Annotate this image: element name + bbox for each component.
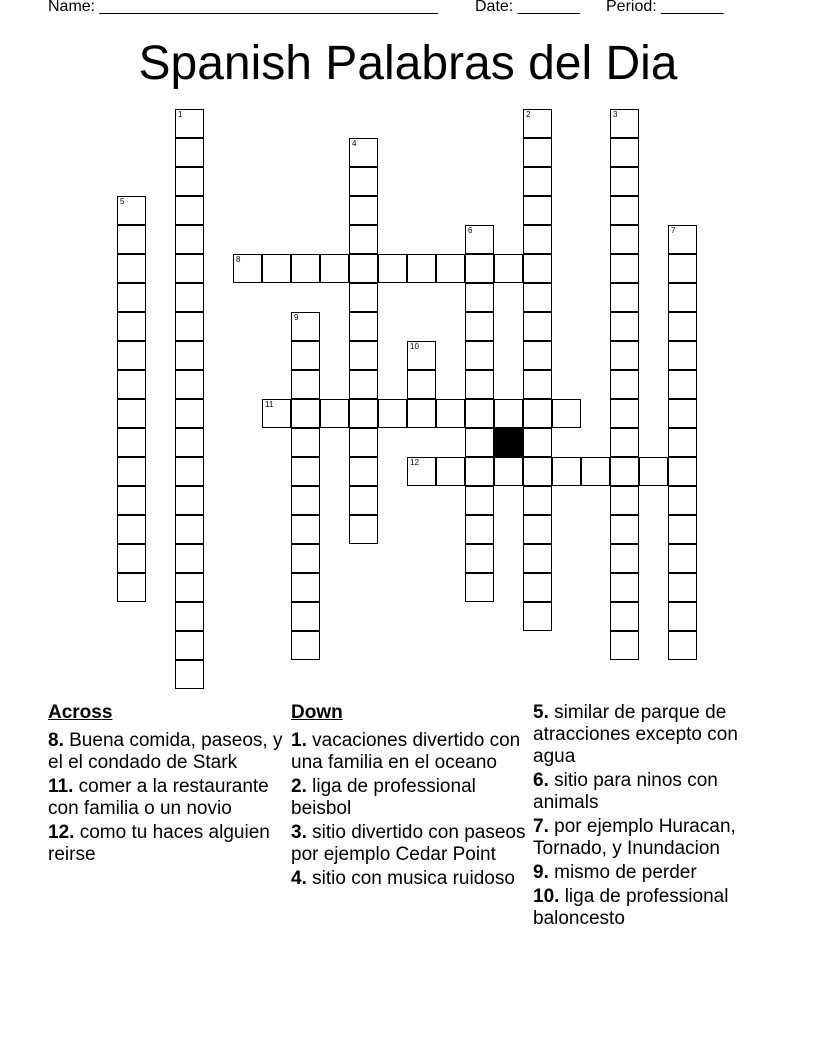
crossword-cell[interactable] [668,428,697,457]
crossword-cell[interactable] [407,341,436,370]
crossword-cell[interactable] [117,312,146,341]
crossword-cell[interactable] [523,109,552,138]
crossword-cell[interactable] [465,457,494,486]
crossword-cell[interactable] [523,544,552,573]
crossword-cell[interactable] [117,370,146,399]
clue-number-label: 3 [613,110,618,119]
crossword-cell[interactable] [465,341,494,370]
black-cell [494,428,523,457]
crossword-cell[interactable] [494,254,523,283]
clue-number: 3. [291,822,307,843]
crossword-cell[interactable] [668,370,697,399]
clue-text: como tu haces alguien reirse [48,822,270,865]
clue-across-11 [48,776,288,820]
crossword-cell[interactable] [610,602,639,631]
across-heading: Across [48,702,113,723]
clue-text: Buena comida, paseos, y el el condado de Stark [48,730,283,773]
crossword-cell[interactable] [117,196,146,225]
crossword-cell[interactable] [291,370,320,399]
crossword-cell[interactable] [465,486,494,515]
crossword-cell[interactable] [668,573,697,602]
crossword-cell[interactable] [349,370,378,399]
clue-number-label: 9 [294,313,299,322]
clue-number-label: 4 [352,139,357,148]
crossword-cell[interactable] [465,544,494,573]
crossword-cell[interactable] [117,399,146,428]
down-heading: Down [291,702,343,723]
clue-text: mismo de perder [548,862,697,883]
crossword-cell[interactable] [523,602,552,631]
across-clues [48,702,288,866]
crossword-cell[interactable] [349,254,378,283]
crossword-cell[interactable] [291,573,320,602]
crossword-cell[interactable] [349,225,378,254]
crossword-cell[interactable] [175,341,204,370]
crossword-cell[interactable] [175,312,204,341]
crossword-cell[interactable] [465,254,494,283]
clue-number: 5. [533,702,549,723]
crossword-cell[interactable] [349,283,378,312]
crossword-cell[interactable] [552,457,581,486]
crossword-cell[interactable] [175,254,204,283]
clue-number: 7. [533,816,549,837]
crossword-cell[interactable] [117,428,146,457]
crossword-cell[interactable] [175,515,204,544]
crossword-cell[interactable] [175,602,204,631]
crossword-cell[interactable] [610,196,639,225]
crossword-cell[interactable] [175,283,204,312]
crossword-cell[interactable] [291,602,320,631]
name-field[interactable]: Name: ______________________________________ [48,0,438,15]
crossword-cell[interactable] [175,544,204,573]
crossword-cell[interactable] [320,254,349,283]
crossword-cell[interactable] [494,399,523,428]
crossword-cell[interactable] [291,515,320,544]
clue-number: 9. [533,862,549,883]
crossword-cell[interactable] [668,312,697,341]
clue-number-label: 8 [236,255,241,264]
clue-text: sitio con musica ruidoso [306,868,515,889]
crossword-cell[interactable] [175,370,204,399]
crossword-cell[interactable] [117,573,146,602]
crossword-cell[interactable] [639,457,668,486]
crossword-cell[interactable] [262,254,291,283]
crossword-cell[interactable] [175,457,204,486]
crossword-cell[interactable] [349,515,378,544]
crossword-cell[interactable] [668,631,697,660]
crossword-cell[interactable] [610,370,639,399]
clue-number: 6. [533,770,549,791]
crossword-cell[interactable] [291,341,320,370]
crossword-cell[interactable] [465,573,494,602]
crossword-cell[interactable] [668,254,697,283]
crossword-cell[interactable] [349,428,378,457]
crossword-cell[interactable] [523,457,552,486]
clue-number: 2. [291,776,307,797]
crossword-cell[interactable] [668,225,697,254]
crossword-cell[interactable] [291,544,320,573]
crossword-cell[interactable] [523,225,552,254]
crossword-cell[interactable] [436,254,465,283]
crossword-cell[interactable] [610,109,639,138]
crossword-cell[interactable] [349,457,378,486]
crossword-cell[interactable] [523,573,552,602]
clue-number-label: 7 [671,226,676,235]
crossword-cell[interactable] [291,631,320,660]
crossword-cell[interactable] [407,457,436,486]
crossword-cell[interactable] [378,399,407,428]
crossword-cell[interactable] [407,254,436,283]
crossword-cell[interactable] [668,544,697,573]
crossword-cell[interactable] [117,283,146,312]
clue-down-6 [533,770,773,814]
crossword-cell[interactable] [610,486,639,515]
clue-number-label: 5 [120,197,125,206]
crossword-cell[interactable] [610,341,639,370]
crossword-cell[interactable] [436,457,465,486]
crossword-cell[interactable] [610,254,639,283]
crossword-cell[interactable] [378,254,407,283]
crossword-cell[interactable] [668,486,697,515]
crossword-cell[interactable] [610,138,639,167]
clue-number: 11. [48,776,74,797]
crossword-cell[interactable] [175,109,204,138]
crossword-cell[interactable] [610,631,639,660]
crossword-cell[interactable] [117,544,146,573]
crossword-cell[interactable] [349,486,378,515]
crossword-cell[interactable] [668,399,697,428]
clue-text: liga de professional baloncesto [533,886,729,929]
crossword-cell[interactable] [523,370,552,399]
clue-number: 8. [48,730,64,751]
crossword-cell[interactable] [610,225,639,254]
crossword-cell[interactable] [523,312,552,341]
crossword-cell[interactable] [668,283,697,312]
crossword-cell[interactable] [291,399,320,428]
crossword-cell[interactable] [291,457,320,486]
crossword-cell[interactable] [523,399,552,428]
crossword-cell[interactable] [175,138,204,167]
clue-text: sitio para ninos con animals [533,770,718,813]
page-title: Spanish Palabras del Dia [138,37,678,90]
crossword-cell[interactable] [175,428,204,457]
clue-down-5 [533,702,773,768]
crossword-cell[interactable] [668,341,697,370]
clue-number: 10. [533,886,560,907]
crossword-cell[interactable] [523,428,552,457]
crossword-cell[interactable] [523,196,552,225]
crossword-cell[interactable] [668,457,697,486]
crossword-cell[interactable] [610,573,639,602]
crossword-cell[interactable] [175,196,204,225]
crossword-cell[interactable] [262,399,291,428]
crossword-cell[interactable] [465,283,494,312]
crossword-cell[interactable] [175,167,204,196]
clue-number-label: 10 [410,342,419,351]
crossword-cell[interactable] [291,486,320,515]
crossword-cell[interactable] [610,544,639,573]
crossword-cell[interactable] [610,515,639,544]
clue-down-1 [291,730,531,774]
down-clues [291,702,531,890]
crossword-cell[interactable] [581,457,610,486]
down-clues-continued [533,702,773,930]
clue-text: similar de parque de atracciones excepto con agua [533,702,738,767]
crossword-cell[interactable] [668,515,697,544]
clue-number: 1. [291,730,307,751]
crossword-cell[interactable] [233,254,262,283]
clue-down-4 [291,868,531,890]
clue-across-12 [48,822,288,866]
crossword-cell[interactable] [175,631,204,660]
crossword-cell[interactable] [175,486,204,515]
crossword-cell[interactable] [349,167,378,196]
crossword-cell[interactable] [175,573,204,602]
clue-text: liga de professional beisbol [291,776,476,819]
clue-down-3 [291,822,531,866]
crossword-cell[interactable] [175,660,204,689]
crossword-cell[interactable] [523,254,552,283]
crossword-cell[interactable] [175,225,204,254]
clue-number: 4. [291,868,307,889]
crossword-cell[interactable] [610,167,639,196]
clue-number-label: 12 [410,458,419,467]
crossword-cell[interactable] [465,225,494,254]
period-field[interactable]: Period: _______ [606,0,724,15]
crossword-cell[interactable] [523,138,552,167]
crossword-cell[interactable] [349,399,378,428]
crossword-cell[interactable] [610,399,639,428]
clue-number: 12. [48,822,75,843]
crossword-cell[interactable] [465,370,494,399]
clue-number-label: 2 [526,110,531,119]
crossword-cell[interactable] [117,225,146,254]
crossword-cell[interactable] [523,283,552,312]
crossword-cell[interactable] [407,399,436,428]
crossword-cell[interactable] [465,428,494,457]
crossword-cell[interactable] [436,399,465,428]
crossword-cell[interactable] [117,515,146,544]
crossword-cell[interactable] [175,399,204,428]
clue-text: por ejemplo Huracan, Tornado, y Inundacion [533,816,736,859]
crossword-cell[interactable] [523,486,552,515]
clue-text: vacaciones divertido con una familia en el oceano [291,730,521,773]
crossword-cell[interactable] [117,486,146,515]
clue-number-label: 1 [178,110,183,119]
crossword-cell[interactable] [117,254,146,283]
crossword-cell[interactable] [291,312,320,341]
crossword-cell[interactable] [523,341,552,370]
crossword-cell[interactable] [523,167,552,196]
crossword-cell[interactable] [494,457,523,486]
crossword-cell[interactable] [320,399,349,428]
crossword-cell[interactable] [610,283,639,312]
crossword-cell[interactable] [465,515,494,544]
crossword-cell[interactable] [668,602,697,631]
clue-down-9 [533,862,773,884]
crossword-cell[interactable] [465,399,494,428]
clue-text: sitio divertido con paseos por ejemplo Cedar Point [291,822,526,865]
crossword-cell[interactable] [291,428,320,457]
crossword-cell[interactable] [610,428,639,457]
clue-down-2 [291,776,531,820]
crossword-cell[interactable] [349,138,378,167]
clue-number-label: 6 [468,226,473,235]
crossword-cell[interactable] [349,312,378,341]
crossword-cell[interactable] [349,341,378,370]
clue-down-7 [533,816,773,860]
crossword-cell[interactable] [465,312,494,341]
clue-text: comer a la restaurante con familia o un novio [48,776,269,819]
crossword-cell[interactable] [523,515,552,544]
clue-across-8 [48,730,288,774]
clue-number-label: 11 [265,400,274,409]
crossword-cell[interactable] [117,341,146,370]
clue-down-10 [533,886,773,930]
crossword-cell[interactable] [610,457,639,486]
crossword-cell[interactable] [407,370,436,399]
crossword-cell[interactable] [117,457,146,486]
crossword-cell[interactable] [349,196,378,225]
crossword-cell[interactable] [552,399,581,428]
crossword-cell[interactable] [291,254,320,283]
crossword-cell[interactable] [610,312,639,341]
date-field[interactable]: Date: _______ [475,0,580,15]
